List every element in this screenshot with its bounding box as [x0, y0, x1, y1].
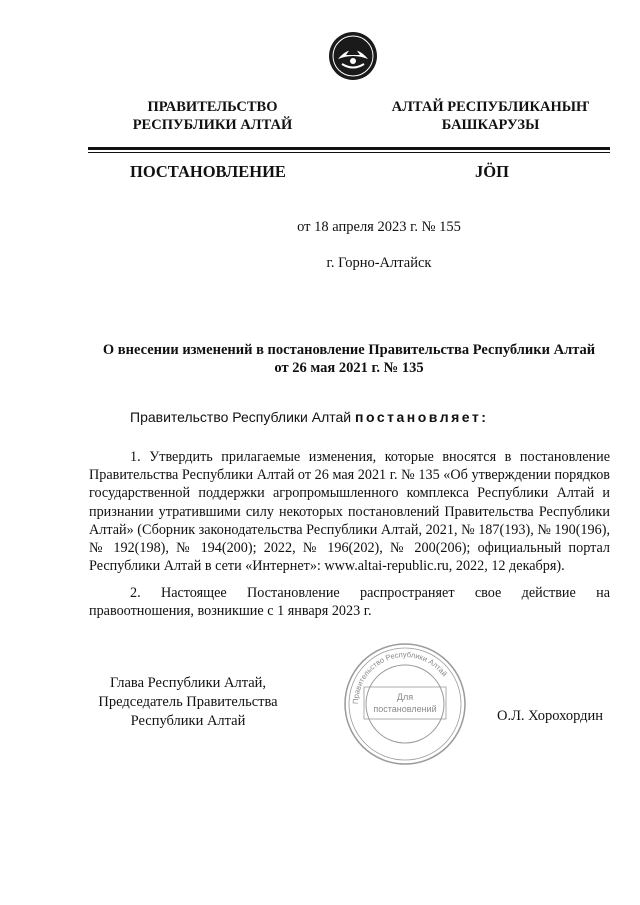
doc-type-left: ПОСТАНОВЛЕНИЕ	[130, 162, 286, 181]
paragraph-1: 1. Утвердить прилагаемые изменения, которые вносятся в постановление Правительства Республики Алтай от 26 мая 2021 г. № 135 «Об утверждении порядков государственной поддержки агропромышленного комплекса Республики Алтай и признании утратившими силу некоторых постановлений Правительства Республики Алтай» (Сборник законодательства Республики Алтай, 2021, № 187(193), № 190(196), № 192(198), № 194(200); 2022, № 196(202), № 200(206); официальный портал Республики Алтай в сети «Интернет»: www.altai-republic.ru, 2022, 12 декабря).	[89, 449, 610, 575]
signatory-name: О.Л. Хорохордин	[497, 708, 604, 724]
signatory-position	[88, 674, 288, 731]
official-stamp	[342, 641, 468, 767]
position-line1: Глава Республики Алтай,	[109, 675, 267, 691]
title-line1: О внесении изменений в постановление Правительства Республики Алтай	[102, 342, 596, 358]
header-right-line2: БАШКАРУЗЫ	[441, 117, 540, 133]
preamble	[130, 409, 488, 425]
stamp-center-line2: постановлений	[373, 704, 437, 714]
header-left	[100, 98, 325, 134]
header-left-line2: РЕСПУБЛИКИ АЛТАЙ	[132, 117, 293, 133]
paragraph-2: 2. Настоящее Постановление распространяет свое действие на правоотношения, возникшие с 1 января 2023 г.	[89, 585, 610, 620]
header-divider-thick	[88, 147, 610, 150]
coat-of-arms-emblem	[328, 31, 378, 81]
header-right-line1: АЛТАЙ РЕСПУБЛИКАНЫҤ	[391, 99, 590, 115]
preamble-text: Правительство Республики Алтай	[130, 409, 356, 425]
header-left-line1: ПРАВИТЕЛЬСТВО	[147, 99, 278, 115]
header-divider-thin	[88, 152, 610, 153]
stamp-ring-text: Правительство Республики Алтай	[350, 649, 450, 705]
doc-type-right: JÖП	[475, 162, 509, 181]
preamble-decree: постановляет:	[355, 409, 489, 425]
position-line3: Республики Алтай	[130, 713, 246, 729]
position-line2: Председатель Правительства	[98, 694, 278, 710]
title-line2: от 26 мая 2021 г. № 135	[274, 360, 424, 376]
header-right	[368, 98, 613, 134]
document-date: от 18 апреля 2023 г. № 155	[297, 219, 461, 235]
stamp-center-line1: Для	[396, 692, 414, 702]
document-city: г. Горно-Алтайск	[326, 255, 432, 271]
document-title	[88, 341, 610, 377]
